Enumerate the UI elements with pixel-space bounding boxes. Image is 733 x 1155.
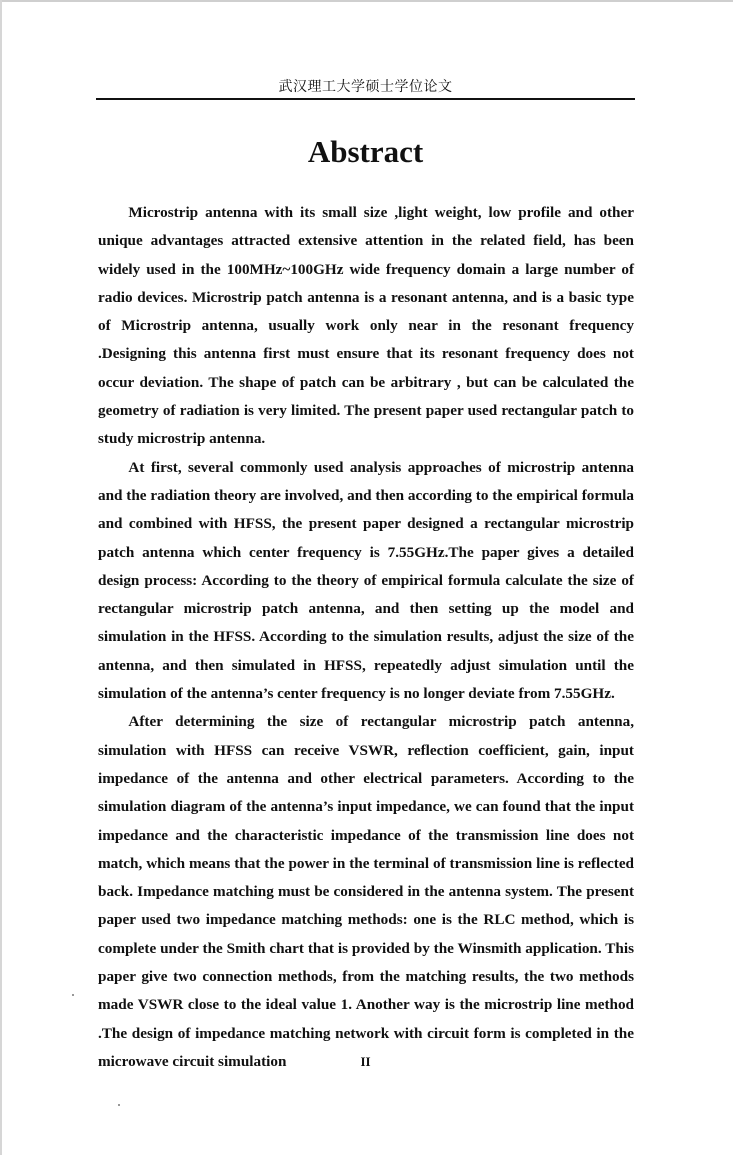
scan-left-edge	[0, 0, 2, 1155]
abstract-paragraph-3: After determining the size of rectangular microstrip patch antenna, simulation with HFSS can receive VSWR, reflection coefficient, gain, input impedance of the antenna and other electrical parameters. According to the simulation diagram of the antenna’s input impedance, we can found that the input impedance and the characteristic impedance of the transmission line does not match, which means that the power in the terminal of transmission line is reflected back. Impedance matching must be considered in the antenna system. The present paper used two impedance matching methods: one is the RLC method, which is complete under the Smith chart that is provided by the Winsmith application. This paper give two connection methods, from the matching results, the two methods made VSWR close to the ideal value 1. Another way is the microstrip line method .The design of impedance matching network with circuit form is completed in the microwave circuit simulation	[98, 713, 634, 1070]
abstract-body	[98, 199, 634, 1076]
running-header: 武汉理工大学硕士学位论文	[278, 80, 453, 95]
abstract-title: Abstract	[307, 134, 424, 169]
scan-speck	[118, 1104, 120, 1106]
abstract-paragraph-1: Microstrip antenna with its small size ,light weight, low profile and other unique advantages attracted extensive attention in the related field, has been widely used in the 100MHz~100GHz wide frequency domain a large number of radio devices. Microstrip patch antenna is a resonant antenna, and is a basic type of Microstrip antenna, usually work only near in the resonant frequency .Designing this antenna first must ensure that its resonant frequency does not occur deviation. The shape of patch can be arbitrary , but can be calculated the geometry of radiation is very limited. The present paper used rectangular patch to study microstrip antenna.	[98, 204, 634, 448]
abstract-paragraph-2: At first, several commonly used analysis approaches of microstrip antenna and the radiation theory are involved, and then according to the empirical formula and combined with HFSS, the present paper designed a rectangular microstrip patch antenna which center frequency is 7.55GHz.The paper gives a detailed design process: According to the theory of empirical formula calculate the size of rectangular microstrip patch antenna, and then setting up the model and simulation in the HFSS. According to the simulation results, adjust the size of the antenna, and then simulated in HFSS, repeatedly adjust simulation until the simulation of the antenna’s center frequency is no longer deviate from 7.55GHz.	[98, 458, 634, 703]
scan-speck	[72, 994, 74, 996]
scan-top-rule	[0, 0, 733, 2]
header-rule	[96, 98, 635, 100]
page-number: II	[360, 1054, 371, 1069]
